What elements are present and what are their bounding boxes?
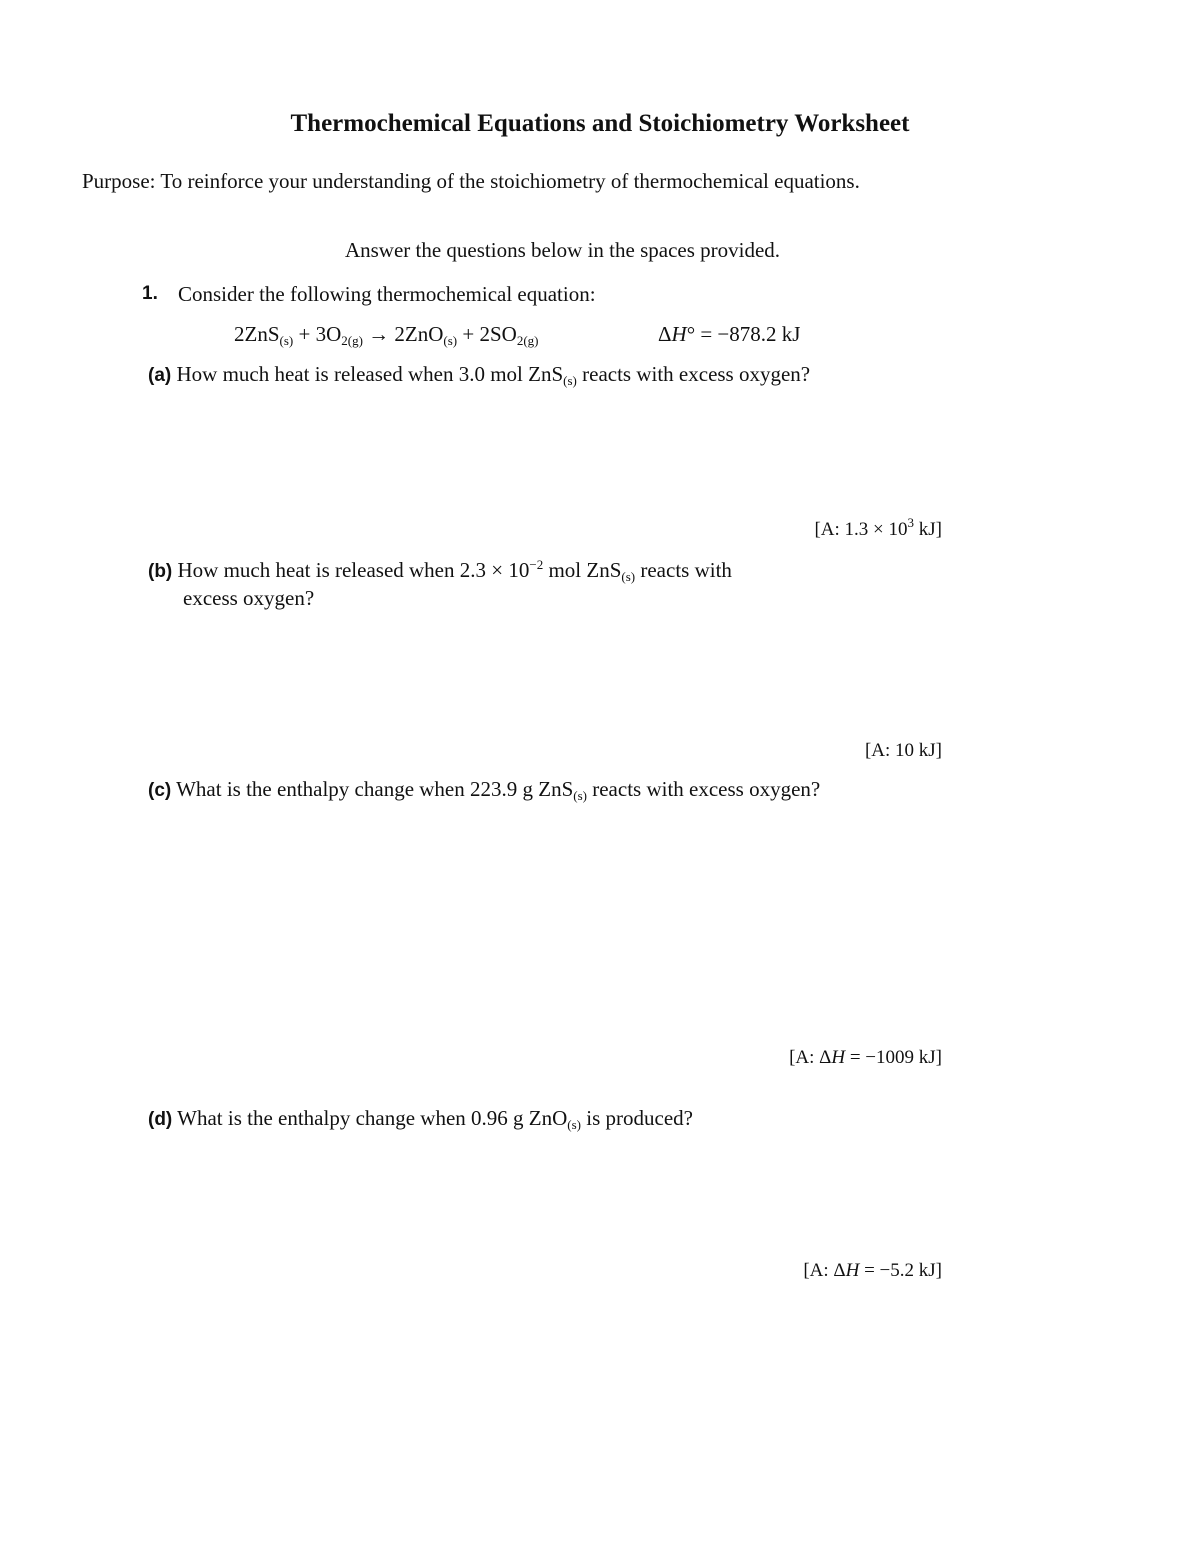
reactant-o2: 3O (315, 322, 342, 346)
degree-symbol: ° (686, 322, 696, 346)
enthalpy-symbol: H (831, 1047, 846, 1068)
state-subscript: 2(g) (516, 333, 539, 348)
question-text: How much heat is released when 2.3 × 10 (172, 558, 530, 582)
worksheet-title: Thermochemical Equations and Stoichiometry Worksheet (290, 110, 910, 137)
plus-sign: + (457, 322, 480, 346)
question-text: mol ZnS (543, 558, 622, 582)
answer-text: = −1009 kJ] (845, 1047, 942, 1068)
question-text: Consider the following thermochemical equation: (178, 282, 596, 306)
question-text: What is the enthalpy change when 0.96 g ZnO (172, 1106, 568, 1130)
answer-text: = −5.2 kJ] (859, 1260, 942, 1281)
state-subscript: (s) (567, 1117, 581, 1132)
state-subscript: (s) (279, 333, 294, 348)
product-zno: 2ZnO (394, 322, 444, 346)
plus-sign: + (293, 322, 316, 346)
part-a-question (148, 362, 810, 387)
enthalpy-value (658, 322, 800, 347)
answer-text: [A: 1.3 × 10 (814, 519, 908, 540)
part-d-answer (803, 1260, 942, 1282)
question-text: reacts with excess oxygen? (576, 362, 811, 386)
state-subscript: (s) (563, 373, 577, 388)
part-c-question (148, 777, 820, 802)
state-subscript: 2(g) (341, 333, 363, 348)
question-text: reacts with (635, 558, 732, 582)
reactant-zns: 2ZnS (234, 322, 280, 346)
enthalpy-symbol: H (671, 322, 687, 346)
enthalpy-amount: = −878.2 kJ (695, 322, 801, 346)
part-label: (d) (148, 1109, 173, 1130)
state-subscript: (s) (573, 788, 587, 803)
purpose-statement: Purpose: To reinforce your understanding of the stoichiometry of thermochemical equations. (82, 169, 860, 193)
question-text: reacts with excess oxygen? (586, 777, 821, 801)
instructions: Answer the questions below in the spaces provided. (344, 238, 781, 262)
product-so2: 2SO (479, 322, 517, 346)
question-number: 1. (142, 283, 158, 304)
part-b-question-continued: excess oxygen? (183, 586, 315, 610)
reaction-arrow: → (362, 322, 395, 346)
part-label: (a) (148, 365, 172, 386)
question-text: How much heat is released when 3.0 mol ZnS (171, 362, 564, 386)
answer-text: [A: Δ (789, 1047, 832, 1068)
enthalpy-symbol: H (845, 1260, 860, 1281)
part-label: (c) (148, 780, 172, 801)
state-subscript: (s) (621, 569, 636, 584)
part-b-answer: [A: 10 kJ] (864, 740, 942, 761)
question-text: What is the enthalpy change when 223.9 g ZnS (171, 777, 574, 801)
part-label: (b) (148, 561, 173, 582)
exponent: 3 (907, 515, 915, 530)
thermochemical-equation (234, 322, 539, 347)
delta-symbol: Δ (658, 322, 672, 346)
answer-text: [A: Δ (803, 1260, 846, 1281)
part-d-question (148, 1106, 693, 1131)
answer-text: kJ] (914, 519, 942, 540)
part-a-answer (814, 515, 942, 541)
question-text: is produced? (581, 1106, 693, 1130)
part-c-answer (789, 1047, 942, 1069)
exponent: −2 (529, 557, 544, 572)
part-b-question (148, 558, 732, 583)
state-subscript: (s) (443, 333, 458, 348)
